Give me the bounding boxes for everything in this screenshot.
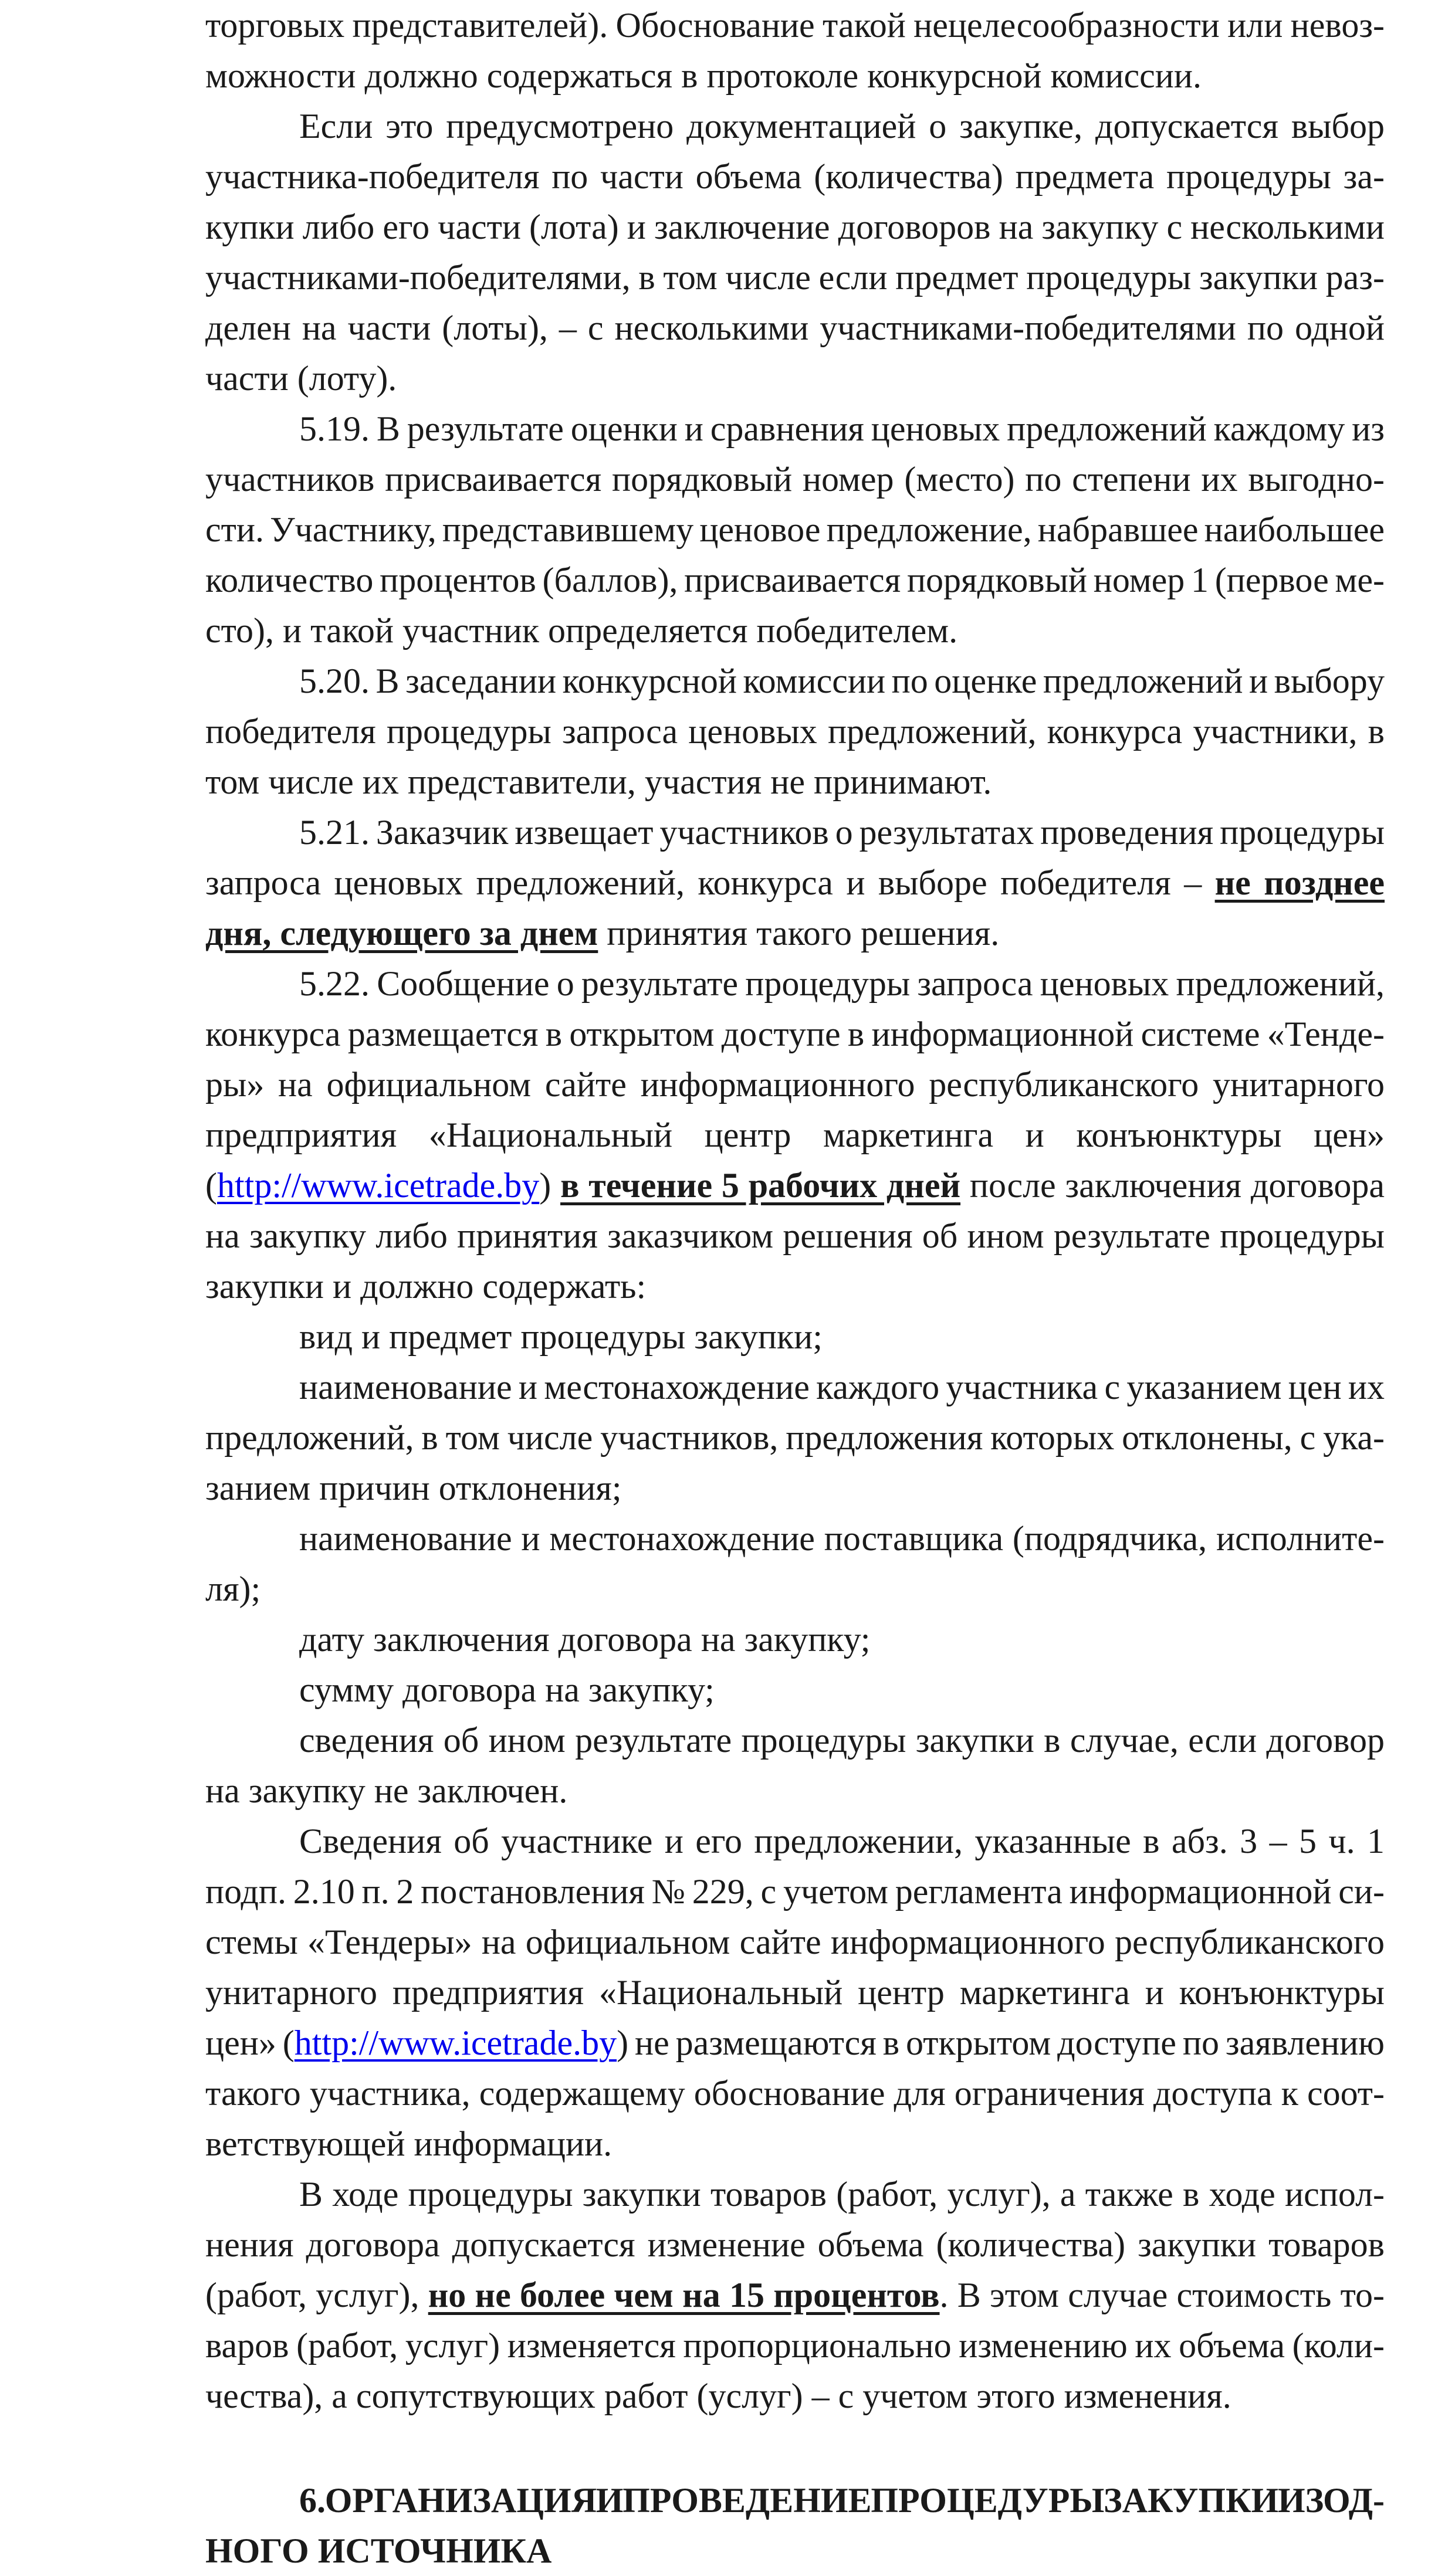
paragraph-v-hode — [205, 2169, 1385, 2421]
text-run: . В этом случае стоимость то- — [939, 2276, 1385, 2314]
icetrade-link[interactable]: http://www.icetrade.by — [294, 2023, 617, 2062]
paragraph-esli-eto — [205, 101, 1385, 404]
text-line: участников присваивается порядковый номер (место) по степени их выгодно- — [205, 460, 1385, 499]
section-spacer — [205, 2421, 1385, 2475]
text-line: можности должно содержаться в протоколе конкурсной комиссии. — [205, 56, 1202, 95]
text-line — [205, 2018, 1385, 2068]
text-line: участниками-победителями, в том числе если предмет процедуры закупки раз- — [205, 258, 1385, 297]
paragraph-5-21 — [205, 807, 1385, 958]
paragraph-continuation — [205, 0, 1385, 101]
text-line: участника-победителя по части объема (количества) предмета процедуры за- — [205, 157, 1385, 196]
heading-line: НОГО ИСТОЧНИКА — [205, 2531, 552, 2570]
list-item — [205, 1715, 1385, 1816]
text-run: запроса ценовых предложений, конкурса и выборе победителя – — [205, 863, 1215, 902]
text-run: цен» ( — [205, 2023, 295, 2062]
emphasis-run: дня, следующего за днем — [205, 914, 598, 953]
text-line — [205, 908, 1385, 958]
paragraph-5-22 — [205, 958, 1385, 1311]
text-line: на закупку либо принятия заказчиком решения об ином результате процедуры — [205, 1216, 1385, 1255]
text-line: сумму договора на закупку; — [299, 1670, 715, 1709]
text-line: вид и предмет процедуры закупки; — [299, 1317, 823, 1356]
text-line: купки либо его части (лота) и заключение договоров на закупку с несколькими — [205, 208, 1385, 246]
text-line: сти. Участнику, представившему ценовое предложение, набравшее наибольшее — [205, 510, 1385, 549]
text-line: закупки и должно содержать: — [205, 1267, 647, 1306]
text-line: варов (работ, услуг) изменяется пропорционально изменению их объема (коли- — [205, 2326, 1385, 2365]
text-line: стемы «Тендеры» на официальном сайте информационного республиканского — [205, 1923, 1385, 1961]
text-line: наименование и местонахождение каждого участника с указанием цен их — [299, 1368, 1385, 1406]
text-line: делен на части (лоты), – с несколькими участниками-победителями по одной — [205, 309, 1385, 347]
text-line: унитарного предприятия «Национальный центр маркетинга и конъюнктуры — [205, 1973, 1385, 2012]
text-line: предложений, в том числе участников, предложения которых отклонены, с ука- — [205, 1418, 1385, 1457]
text-line: сто), и такой участник определяется победителем. — [205, 611, 958, 650]
text-line: ля); — [205, 1570, 261, 1608]
text-run: принятия такого решения. — [598, 914, 1000, 953]
text-line: победителя процедуры запроса ценовых предложений, конкурса участники, в — [205, 712, 1385, 751]
text-line: занием причин отклонения; — [205, 1469, 622, 1507]
text-line — [205, 857, 1385, 908]
list-item — [205, 1614, 1385, 1665]
emphasis-run: в течение 5 рабочих дней — [560, 1166, 961, 1205]
text-run: (работ, услуг), — [205, 2276, 428, 2314]
list-item — [205, 1665, 1385, 1715]
text-line: конкурса размещается в открытом доступе в информационной системе «Тенде- — [205, 1015, 1385, 1053]
text-line: 5.19. В результате оценки и сравнения ценовых предложений каждому из — [299, 409, 1385, 448]
text-line: Сведения об участнике и его предложении, указанные в абз. 3 – 5 ч. 1 — [299, 1822, 1385, 1860]
icetrade-link[interactable]: http://www.icetrade.by — [216, 1166, 540, 1205]
text-line: предприятия «Национальный центр маркетинга и конъюнктуры цен» — [205, 1116, 1385, 1154]
text-line — [205, 2270, 1385, 2320]
text-line — [205, 1160, 1385, 1211]
text-line: ветствующей информации. — [205, 2124, 613, 2163]
emphasis-run: но не более чем на 15 процентов — [428, 2276, 940, 2314]
list-item — [205, 1513, 1385, 1614]
document-body — [205, 0, 1385, 2576]
emphasis-run: не позднее — [1214, 863, 1385, 902]
text-line: 5.22. Сообщение о результате процедуры запроса ценовых предложений, — [299, 964, 1385, 1003]
text-line: В ходе процедуры закупки товаров (работ, услуг), а также в ходе испол- — [299, 2175, 1385, 2214]
text-line: Если это предусмотрено документацией о закупке, допускается выбор — [299, 107, 1385, 145]
text-run: ) не размещаются в открытом доступе по заявлению — [617, 2023, 1385, 2062]
text-line: подп. 2.10 п. 2 постановления № 229, с учетом регламента информационной си- — [205, 1872, 1385, 1911]
text-line: сведения об ином результате процедуры закупки в случае, если договор — [299, 1721, 1385, 1760]
paragraph-5-19 — [205, 404, 1385, 656]
text-line: ры» на официальном сайте информационного республиканского унитарного — [205, 1065, 1385, 1104]
text-line: том числе их представители, участия не принимают. — [205, 762, 992, 801]
heading-line: 6. ОРГАНИЗАЦИЯ И ПРОВЕДЕНИЕ ПРОЦЕДУРЫ ЗАКУПКИ ИЗ ОД- — [299, 2481, 1385, 2520]
list-item — [205, 1311, 1385, 1362]
text-run: после заключения договора — [960, 1166, 1385, 1205]
text-run: ( — [205, 1166, 217, 1205]
text-line: дату заключения договора на закупку; — [299, 1620, 871, 1659]
text-line: 5.20. В заседании конкурсной комиссии по оценке предложений и выбору — [299, 662, 1385, 700]
paragraph-5-20 — [205, 656, 1385, 807]
section-heading-6 — [205, 2475, 1385, 2576]
text-line: такого участника, содержащему обоснование для ограничения доступа к соот- — [205, 2074, 1385, 2113]
text-line: количество процентов (баллов), присваивается порядковый номер 1 (первое ме- — [205, 561, 1385, 599]
text-line: части (лоту). — [205, 359, 397, 398]
text-line: нения договора допускается изменение объема (количества) закупки товаров — [205, 2225, 1385, 2264]
text-line: 5.21. Заказчик извещает участников о результатах проведения процедуры — [299, 813, 1385, 852]
text-line: торговых представителей). Обоснование такой нецелесообразности или невоз- — [205, 6, 1385, 45]
list-item — [205, 1362, 1385, 1513]
text-line: чества), а сопутствующих работ (услуг) – с учетом этого изменения. — [205, 2377, 1231, 2415]
paragraph-svedeniya — [205, 1816, 1385, 2169]
text-line: на закупку не заключен. — [205, 1771, 568, 1810]
text-line: наименование и местонахождение поставщика (подрядчика, исполните- — [299, 1519, 1385, 1558]
text-run: ) — [539, 1166, 561, 1205]
